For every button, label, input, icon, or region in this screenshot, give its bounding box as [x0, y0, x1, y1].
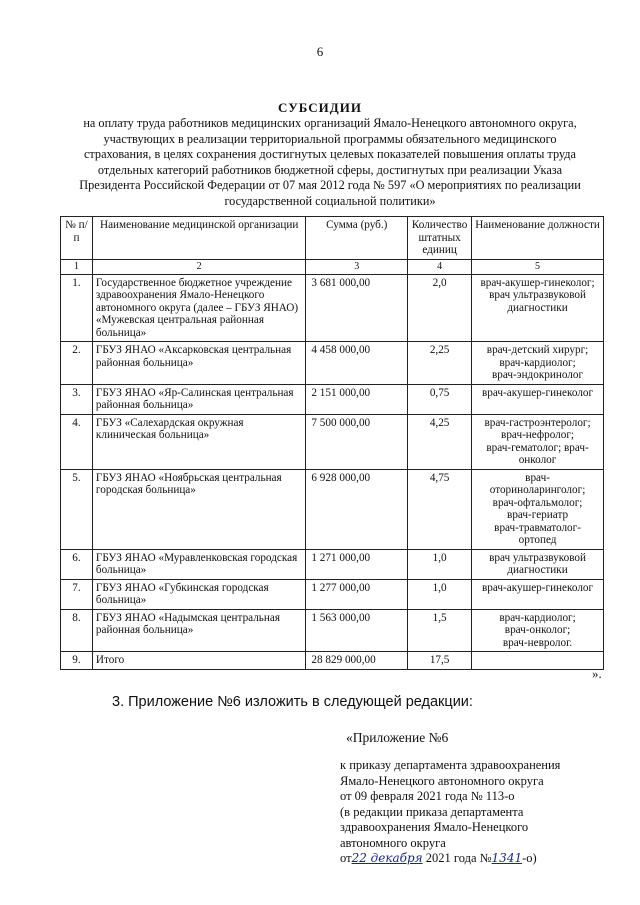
appendix-line: Ямало-Ненецкого автономного округа: [340, 773, 544, 788]
row-org: Государственное бюджетное учреждение здравоохранения Ямало-Ненецкого автономного округа (далее – ГБУЗ ЯНАО) «Мужевская центральная районная больница»: [92, 274, 305, 342]
row-units: 0,75: [408, 384, 472, 414]
position-line: врач-нефролог;: [501, 429, 575, 441]
column-index: 1: [61, 259, 93, 274]
row-num: 1.: [61, 274, 93, 342]
position-line: врач-онколог;: [504, 624, 571, 636]
column-index: 3: [306, 259, 408, 274]
position-line: ортопед: [518, 534, 557, 546]
table-row: [61, 579, 604, 609]
subtitle-line: страхования, в целях сохранения достигнутых целевых показателей повышения оплаты труда: [83, 147, 577, 161]
header-units: Количество штатных единиц: [408, 217, 472, 260]
table-total-row: [61, 652, 604, 670]
page-number: 6: [316, 44, 324, 59]
sign-middle: 2021 года №: [425, 851, 492, 865]
row-org: ГБУЗ ЯНАО «Муравленковская городская больница»: [92, 549, 305, 579]
row-sum: 4 458 000,00: [306, 342, 408, 385]
subsidies-table: [60, 216, 604, 670]
appendix-title: «Приложение №6: [346, 730, 449, 745]
row-org: ГБУЗ ЯНАО «Яр-Салинская центральная районная больница»: [92, 384, 305, 414]
appendix-line: автономного округа: [340, 835, 446, 850]
position-line: диагностики: [507, 564, 568, 576]
total-num: 9.: [61, 652, 93, 670]
row-sum: 1 277 000,00: [306, 579, 408, 609]
subtitle-line: на оплату труда работников медицинских организаций Ямало-Ненецкого автономного округа,: [83, 116, 577, 130]
handwritten-number: 1341: [491, 851, 523, 865]
row-units: 1,5: [408, 609, 472, 652]
position-line: врач ультразвуковой: [489, 289, 586, 301]
position-line: врач-кардиолог;: [499, 356, 576, 369]
row-org: ГБУЗ «Салехардская окружная клиническая больница»: [92, 414, 305, 469]
row-sum: 2 151 000,00: [306, 384, 408, 414]
appendix-line: от 09 февраля 2021 года № 113-о: [340, 789, 515, 803]
header-sum: Сумма (руб.): [306, 217, 408, 260]
row-units: 2,25: [408, 342, 472, 385]
row-org: ГБУЗ ЯНАО «Губкинская городская больница»: [92, 579, 305, 609]
total-units: 17,5: [408, 652, 472, 670]
position-line: оториноларинголог;: [489, 484, 586, 496]
position-line: врач-акушер-гинеколог: [482, 386, 594, 399]
document-title: СУБСИДИИ: [278, 100, 362, 115]
position-line: врач-невролог.: [502, 636, 573, 649]
total-sum: 28 829 000,00: [306, 652, 408, 670]
header-positions: Наименование должности: [472, 217, 604, 260]
row-positions: [472, 342, 604, 385]
row-sum: 1 271 000,00: [306, 549, 408, 579]
row-org: ГБУЗ ЯНАО «Аксарковская центральная районная больница»: [92, 342, 305, 385]
row-units: 4,25: [408, 414, 472, 469]
signature-line: [340, 851, 620, 867]
document-subtitle: [60, 116, 600, 209]
row-positions: [472, 469, 604, 549]
row-num: 2.: [61, 342, 93, 385]
table-row: [61, 414, 604, 469]
sign-prefix: от: [340, 851, 352, 865]
row-positions: [472, 609, 604, 652]
row-org: ГБУЗ ЯНАО «Ноябрьская центральная городская больница»: [92, 469, 305, 549]
subtitle-line: участвующих в реализации территориальной программы обязательного медицинского: [103, 131, 557, 146]
table-row: [61, 469, 604, 549]
row-sum: 7 500 000,00: [306, 414, 408, 469]
column-index: 2: [92, 259, 305, 274]
row-num: 3.: [61, 384, 93, 414]
appendix-line: (в редакции приказа департамента: [340, 804, 524, 819]
position-line: врач-акушер-гинеколог: [482, 581, 594, 594]
row-sum: 1 563 000,00: [306, 609, 408, 652]
row-units: 4,75: [408, 469, 472, 549]
row-units: 1,0: [408, 549, 472, 579]
row-units: 1,0: [408, 579, 472, 609]
position-line: врач-гематолог; врач-: [486, 441, 589, 454]
row-org: ГБУЗ ЯНАО «Надымская центральная районная больница»: [92, 609, 305, 652]
row-positions: [472, 274, 604, 342]
row-sum: 6 928 000,00: [306, 469, 408, 549]
table-row: [61, 384, 604, 414]
position-line: врач-кардиолог;: [499, 611, 576, 624]
closing-quote: ».: [592, 666, 602, 681]
row-num: 4.: [61, 414, 93, 469]
subtitle-line: отдельных категорий работников бюджетной сферы, достигнутых при реализации Указа: [97, 162, 563, 177]
position-line: врач-акушер-гинеколог;: [480, 276, 595, 289]
appendix-text: [340, 758, 620, 867]
position-line: врач-эндокринолог: [492, 369, 584, 381]
position-line: онколог: [518, 454, 557, 466]
total-positions: [472, 652, 604, 670]
subtitle-line: государственной социальной политики»: [224, 193, 436, 208]
header-org: Наименование медицинской организации: [92, 217, 305, 260]
appendix-line: к приказу департамента здравоохранения: [340, 758, 561, 772]
table-header-row: [61, 217, 604, 260]
position-line: врач-офтальмолог;: [492, 496, 583, 509]
row-sum: 3 681 000,00: [306, 274, 408, 342]
row-positions: [472, 414, 604, 469]
table-row: [61, 609, 604, 652]
position-line: врач-гастроэнтеролог;: [484, 416, 591, 429]
appendix-line: здравоохранения Ямало-Ненецкого: [340, 820, 529, 834]
position-line: врач-травматолог-: [494, 521, 581, 534]
row-num: 8.: [61, 609, 93, 652]
row-positions: [472, 384, 604, 414]
table-body: [61, 274, 604, 652]
table-row: [61, 342, 604, 385]
row-units: 2,0: [408, 274, 472, 342]
header-num: № п/п: [61, 217, 93, 260]
row-num: 7.: [61, 579, 93, 609]
position-line: врач ультразвуковой: [489, 551, 586, 564]
column-index: 4: [408, 259, 472, 274]
row-positions: [472, 549, 604, 579]
column-index-row: [61, 259, 604, 274]
column-index: 5: [472, 259, 604, 274]
table-row: [61, 274, 604, 342]
position-line: врач-гериатр: [507, 509, 569, 521]
sign-suffix: -о): [522, 851, 537, 865]
position-line: диагностики: [507, 301, 568, 314]
row-positions: [472, 579, 604, 609]
section-heading: 3. Приложение №6 изложить в следующей редакции:: [112, 694, 473, 710]
handwritten-date: 22 декабря: [351, 851, 423, 865]
position-line: врач-: [525, 471, 550, 484]
row-num: 6.: [61, 549, 93, 579]
subtitle-line: Президента Российской Федерации от 07 мая 2012 года № 597 «О мероприятиях по реализации: [79, 178, 581, 192]
row-num: 5.: [61, 469, 93, 549]
position-line: врач-детский хирург;: [486, 344, 589, 356]
table-row: [61, 549, 604, 579]
total-label: Итого: [92, 652, 305, 670]
